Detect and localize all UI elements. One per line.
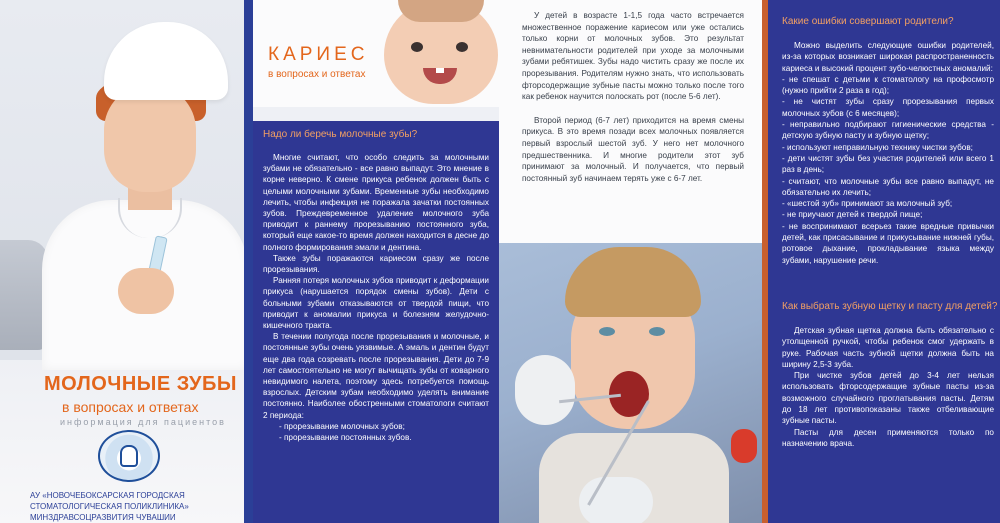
- paragraph: Второй период (6-7 лет) приходится на время смены прикуса. В это время позади всех молочных появляется первый взрослый шестой зуб. У него нет молочного предшественника. И многие родители этот зуб принимают за молочный. И получается, что первый постоянный зуб начинаем терять уже с 6-7 лет.: [522, 115, 744, 183]
- paragraph: У детей в возрасте 1-1,5 года часто встречается множественное поражение кариесом или уже остались только корни от молочных зубов. Это результат невнимательности родителей при уходе за молочными зубами ребятишек. Зубы надо чистить сразу же после их прорезывания. Родителям нужно знать, что использовать фторсодержащие зубные пасты можно только после того как ребенок научится полоскать рот (после 5-6 лет).: [522, 11, 744, 102]
- paragraph: Можно выделить следующие ошибки родителей, из-за которых возникает широкая распространенность кариеса и высокий процент зубо-челюстных аномалий:: [782, 41, 994, 73]
- periods-text: [522, 10, 744, 196]
- list-item: - прорезывание молочных зубов;: [279, 421, 405, 431]
- toothbrush-heading: Как выбрать зубную щетку и пасту для детей?: [782, 301, 998, 312]
- clinic-logo-icon: [98, 430, 160, 482]
- paragraph: При чистке зубов детей до 3-4 лет нельзя использовать фторсодержащие зубные пасты из-за возможного случайного проглатывания пасты. Детям до 18 лет противопоказаны также отбеливающие зубные пасты.: [782, 371, 994, 426]
- panel-divider: [244, 0, 253, 523]
- paragraph: В течении полугода после прорезывания и молочные, и постоянные зубы очень уязвимые. А эмаль и дентин будут еще два года созревать после прорезывания. Дети до 7-9 лет самостоятельно не могут вычищать зубы от коварного невидимого налета, поэтому здесь потребуется помощь взрослых. Детским зубам необходимо уделять внимание постоянно. Наиболее обостренными стоматологи считают 2 периода:: [263, 332, 489, 420]
- mistakes-text: [782, 40, 994, 266]
- hand-image: [118, 268, 174, 314]
- periods-panel: [499, 0, 762, 523]
- gloved-hand-image: [515, 355, 575, 425]
- medical-cap-image: [104, 22, 228, 100]
- list-item: - используют неправильную технику чистки зубов;: [782, 142, 973, 152]
- list-item: - прорезывание постоянных зубов.: [279, 433, 412, 443]
- list-item: - неправильно подбирают гигиенические средства - детскую зубную пасту и зубную щетку;: [782, 120, 994, 141]
- brochure-info-line: информация для пациентов: [60, 417, 226, 427]
- baby-eye-image: [411, 42, 423, 52]
- dentist-photo: [0, 0, 253, 360]
- accent-strip: [762, 0, 768, 523]
- toothbrush-text: [782, 325, 994, 449]
- baby-hair-image: [398, 0, 484, 22]
- tooth-icon: [120, 445, 138, 467]
- mistakes-heading: Какие ошибки совершают родители?: [782, 16, 954, 27]
- mistakes-panel: [762, 0, 1000, 523]
- clinic-name: АУ «НОВОЧЕБОКСАРСКАЯ ГОРОДСКАЯ СТОМАТОЛОГИЧЕСКАЯ ПОЛИКЛИНИКА» МИНЗДРАВСОЦРАЗВИТИЯ ЧУВАШИИ: [30, 491, 189, 522]
- paragraph: Детская зубная щетка должна быть обязательно с утолщенной ручкой, чтобы ребенок смог удержать в руке. Рабочая часть зубной щетки должна быть на ширину 2,5-3 зуба.: [782, 326, 994, 369]
- paragraph: Пасты для десен применяются только по назначению врача.: [782, 427, 994, 448]
- baby-tooth-image: [436, 68, 444, 73]
- dentist-face-image: [104, 84, 196, 192]
- brochure-title: МОЛОЧНЫЕ ЗУБЫ: [44, 373, 237, 395]
- baby-eye-image: [456, 42, 468, 52]
- paragraph: Многие считают, что особо следить за молочными зубами не обязательно - все равно выпадут. Это мнение в корне неверно. К смене прикуса ребенок должен быть с целыми молочными зубами. Временные зубы необходимо лечить, чтобы инфекция не поражала зачатки постоянных зубов. Преждевременное удаление молочного зуба приводит к раннему прорезыванию постоянного зуба, который еще какое-то время должен находится в десне до полного формирования эмали и дентина.: [263, 153, 489, 252]
- child-eye-image: [599, 327, 615, 336]
- caries-header: [253, 0, 499, 107]
- answer-text: [263, 152, 489, 443]
- caries-panel: [253, 0, 499, 523]
- child-eye-image: [649, 327, 665, 336]
- cover-panel: [0, 0, 253, 523]
- section-subtitle: в вопросах и ответах: [268, 69, 366, 80]
- brochure-subtitle: в вопросах и ответах: [62, 399, 199, 415]
- list-item: - не чистят зубы сразу прорезывания первых молочных зубов (с 6 месяцев);: [782, 97, 994, 118]
- child-hair-image: [565, 247, 701, 317]
- list-item: - не спешат с детьми к стоматологу на профосмотр (нужно прийти 2 раза в год);: [782, 74, 994, 96]
- child-dental-photo: [499, 243, 762, 523]
- header-band: [253, 107, 499, 121]
- list-item: - считают, что молочные зубы все равно выпадут, не обязательно их лечить;: [782, 176, 994, 197]
- list-item: - не воспринимают всерьез такие вредные привычки детей, как присасывание и прикусывание нижней губы, ротовое дыхание, прокладывание языка между зубами, нарушение речи.: [782, 221, 994, 265]
- list-item: - «шестой зуб» принимают за молочный зуб;: [782, 199, 953, 209]
- section-title: КАРИЕС: [268, 44, 369, 65]
- toy-image: [731, 429, 757, 463]
- paragraph: Ранняя потеря молочных зубов приводит к деформации прикуса (нарушается порядок смены зубов). Дети с больными зубами отказываются от твердой пищи, что приводит к аномалии прикуса и болезням желудочно-кишечного тракта.: [263, 276, 489, 331]
- list-item: - дети чистят зубы без участия родителей или всего 1 раз в день;: [782, 153, 994, 175]
- dental-chair-image: [0, 240, 48, 350]
- question-heading: Надо ли беречь молочные зубы?: [263, 129, 418, 140]
- list-item: - не приучают детей к твердой пище;: [782, 210, 923, 220]
- paragraph: Также зубы поражаются кариесом сразу же после прорезывания.: [263, 253, 489, 275]
